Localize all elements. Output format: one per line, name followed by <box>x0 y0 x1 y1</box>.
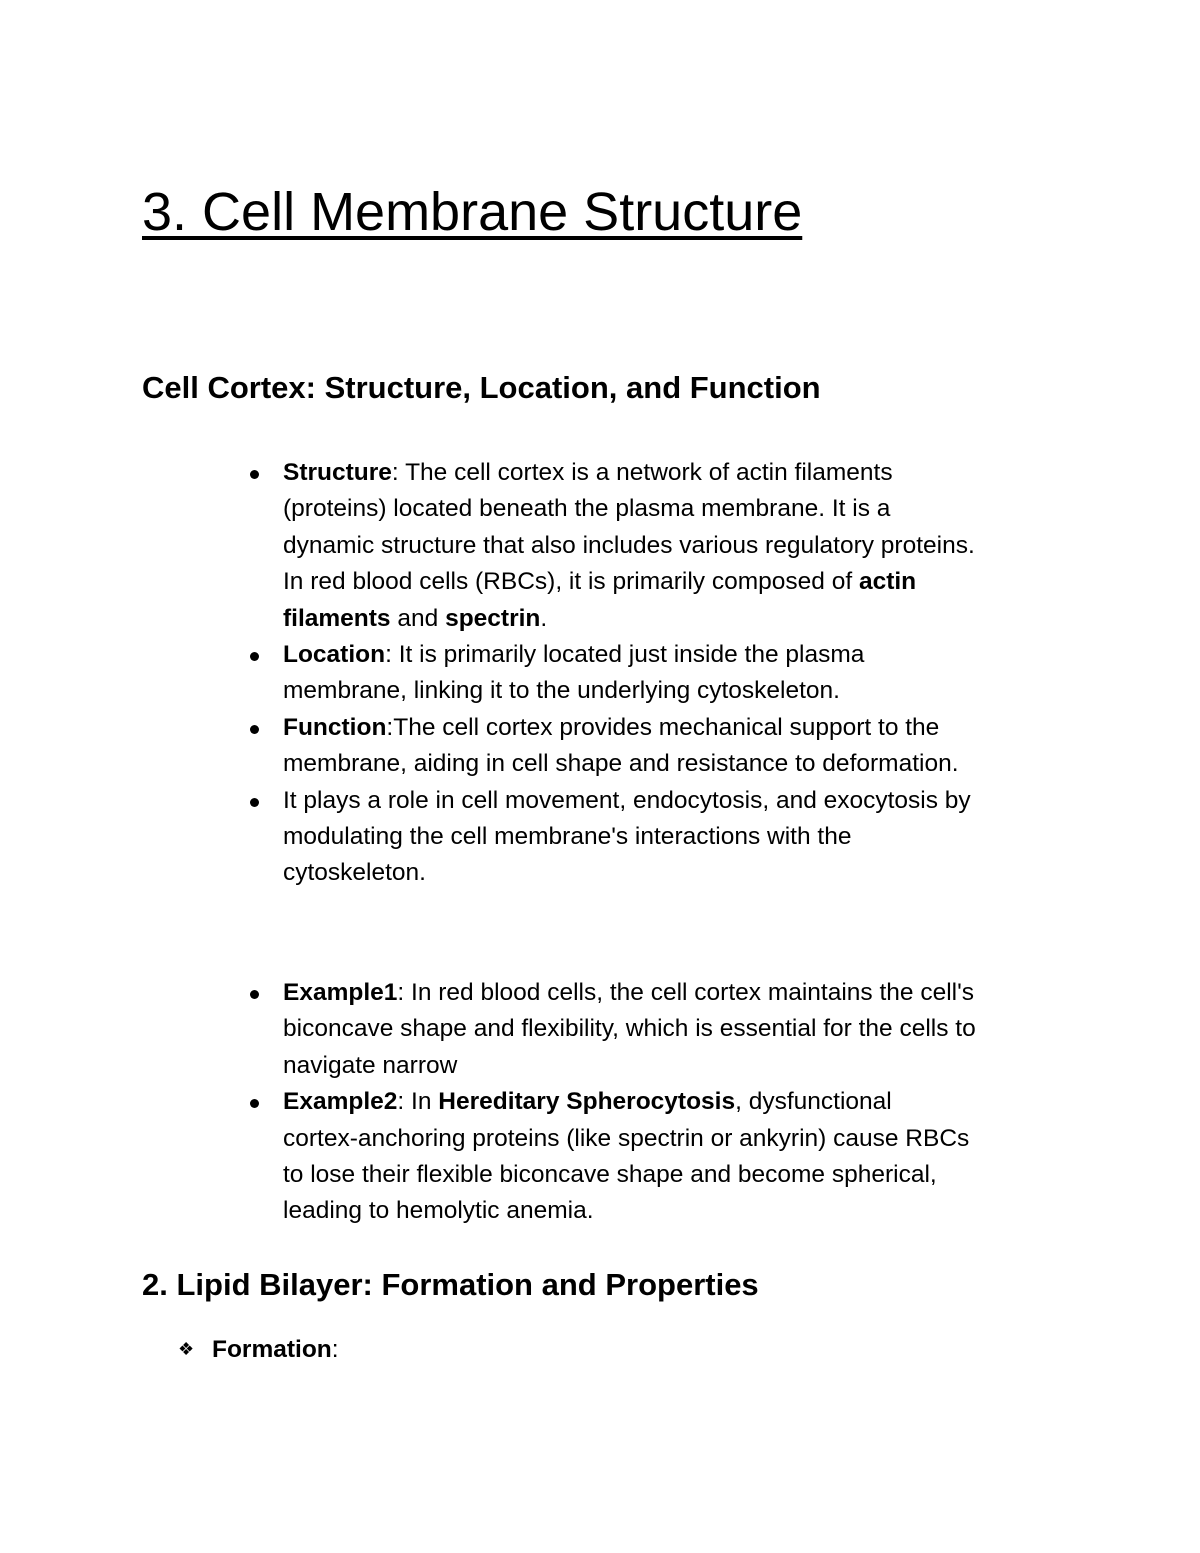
diamond-bullet-icon: ❖ <box>178 1339 195 1359</box>
movement-text-2: modulating the cell membrane's interactions with the <box>283 823 852 851</box>
period-text: . <box>540 604 548 632</box>
example2-text-b: , dysfunctional <box>735 1088 892 1116</box>
movement-text-1: It plays a role in cell movement, endocytosis, and exocytosis by <box>283 786 971 814</box>
formation-colon: : <box>331 1336 339 1363</box>
example1-text-1: : In red blood cells, the cell cortex maintains the cell's <box>397 979 975 1006</box>
bullet-dot-icon <box>250 990 259 999</box>
cell-cortex-bullet-list <box>283 455 1083 892</box>
bullet-dot-icon <box>250 652 259 661</box>
structure-label: Structure <box>283 459 392 486</box>
location-text-1: : It is primarily located just inside the plasma <box>385 641 865 669</box>
bullet-dot-icon <box>250 725 259 734</box>
example1-text-3: navigate narrow <box>283 1051 458 1079</box>
example2-label: Example2 <box>283 1088 398 1116</box>
and-text: and <box>390 604 446 632</box>
structure-text-3: dynamic structure that also includes various regulatory proteins. <box>283 531 975 559</box>
function-label: Function <box>283 713 387 741</box>
example1-label: Example1 <box>283 979 398 1006</box>
bold-hereditary-spherocytosis: Hereditary Spherocytosis <box>438 1088 736 1116</box>
bold-filaments: filaments <box>283 604 391 632</box>
list-item-structure <box>283 455 1083 637</box>
list-item-movement <box>283 783 1083 892</box>
bold-spectrin: spectrin <box>445 604 541 632</box>
example2-text-a: : In <box>397 1088 439 1116</box>
list-item-example1 <box>283 975 1083 1084</box>
bullet-dot-icon <box>250 470 259 479</box>
bullet-dot-icon <box>250 798 259 807</box>
list-item-formation <box>178 1331 339 1368</box>
bullet-dot-icon <box>250 1099 259 1108</box>
location-label: Location <box>283 641 386 669</box>
formation-label: Formation <box>212 1336 332 1363</box>
page-title: 3. Cell Membrane Structure <box>142 182 803 242</box>
example2-text-2: cortex-anchoring proteins (like spectrin or ankyrin) cause RBCs <box>283 1124 970 1152</box>
structure-text-1: : The cell cortex is a network of actin filaments <box>391 459 893 486</box>
structure-text-2: (proteins) located beneath the plasma membrane. It is a <box>283 495 891 523</box>
example1-text-2: biconcave shape and flexibility, which is essential for the cells to <box>283 1015 976 1043</box>
list-item-location <box>283 637 1083 710</box>
function-text-1: :The cell cortex provides mechanical support to the <box>386 713 940 741</box>
location-text-2: membrane, linking it to the underlying cytoskeleton. <box>283 677 840 705</box>
example2-text-3: to lose their flexible biconcave shape and become spherical, <box>283 1161 937 1189</box>
structure-text-4: In red blood cells (RBCs), it is primarily composed of <box>283 568 859 596</box>
movement-text-3: cytoskeleton. <box>283 859 426 887</box>
function-text-2: membrane, aiding in cell shape and resistance to deformation. <box>283 750 959 778</box>
list-item-function <box>283 710 1083 783</box>
examples-bullet-list <box>283 975 1083 1230</box>
section-heading-lipid-bilayer: 2. Lipid Bilayer: Formation and Properties <box>142 1267 759 1302</box>
list-item-example2 <box>283 1084 1083 1230</box>
section-heading-cell-cortex: Cell Cortex: Structure, Location, and Function <box>142 370 821 405</box>
bold-actin: actin <box>858 568 917 596</box>
example2-text-4: leading to hemolytic anemia. <box>283 1197 594 1225</box>
